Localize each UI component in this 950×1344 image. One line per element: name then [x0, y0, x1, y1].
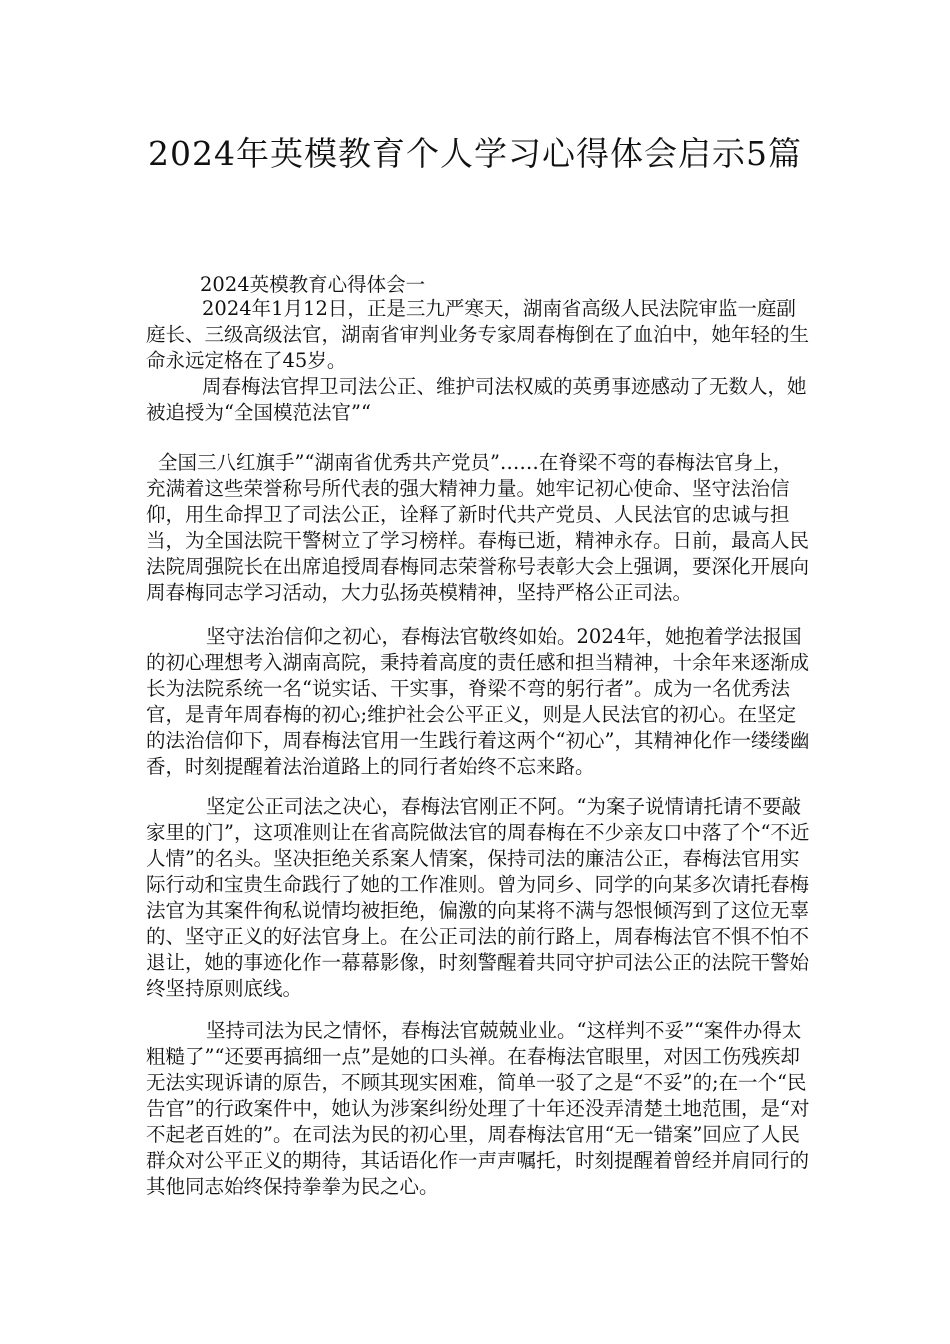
section-heading: 2024英模教育心得体会一	[200, 273, 426, 296]
paragraph-2: 周春梅法官捍卫司法公正、维护司法权威的英勇事迹感动了无数人，她被追授为“全国模范法官”“	[146, 375, 807, 424]
paragraph-4: 坚守法治信仰之初心，春梅法官敬终如始。2024年，她抱着学法报国的初心理想考入湖南高院，秉持着高度的责任感和担当精神，十余年来逐渐成长为法院系统一名“说实话、干实事，脊梁不弯的躬行者”。成为一名优秀法官，是青年周春梅的初心;维护社会公平正义，则是人民法官的初心。在坚定的法治信仰下，周春梅法官用一生践行着这两个“初心”，其精神化作一缕缕幽香，时刻提醒着法治道路上的同行者始终不忘来路。	[146, 625, 810, 778]
document-title: 2024年英模教育个人学习心得体会启示5篇	[148, 134, 802, 173]
paragraph-3: 全国三八红旗手”“湖南省优秀共产党员”……在脊梁不弯的春梅法官身上，充满着这些荣誉称号所代表的强大精神力量。她牢记初心使命、坚守法治信仰，用生命捍卫了司法公正，诠释了新时代共产党员、人民法官的忠诚与担当，为全国法院干警树立了学习榜样。春梅已逝，精神永存。日前，最高人民法院周强院长在出席追授周春梅同志荣誉称号表彰大会上强调，要深化开展向周春梅同志学习活动，大力弘扬英模精神，坚持严格公正司法。	[146, 451, 810, 604]
paragraph-1: 2024年1月12日，正是三九严寒天，湖南省高级人民法院审监一庭副庭长、三级高级法官，湖南省审判业务专家周春梅倒在了血泊中，她年轻的生命永远定格在了45岁。	[146, 297, 810, 372]
paragraph-5: 坚定公正司法之决心，春梅法官刚正不阿。“为案子说情请托请不要敲家里的门”，这项准则让在省高院做法官的周春梅在不少亲友口中落了个“不近人情”的名头。坚决拒绝关系案人情案，保持司法的廉洁公正，春梅法官用实际行动和宝贵生命践行了她的工作准则。曾为同乡、同学的向某多次请托春梅法官为其案件徇私说情均被拒绝，偏激的向某将不满与怨恨倾泻到了这位无辜的、坚守正义的好法官身上。在公正司法的前行路上，周春梅法官不惧不怕不退让，她的事迹化作一幕幕影像，时刻警醒着共同守护司法公正的法院干警始终坚持原则底线。	[146, 795, 810, 1000]
paragraph-6: 坚持司法为民之情怀，春梅法官兢兢业业。“这样判不妥”“案件办得太粗糙了”“还要再搞细一点”是她的口头禅。在春梅法官眼里，对因工伤残疾却无法实现诉请的原告，不顾其现实困难，简单一驳了之是“不妥”的;在一个“民告官”的行政案件中，她认为涉案纠纷处理了十年还没弄清楚土地范围，是“对不起老百姓的”。在司法为民的初心里，周春梅法官用“无一错案”回应了人民群众对公平正义的期待，其话语化作一声声嘱托，时刻提醒着曾经并肩同行的其他同志始终保持拳拳为民之心。	[146, 1019, 810, 1198]
